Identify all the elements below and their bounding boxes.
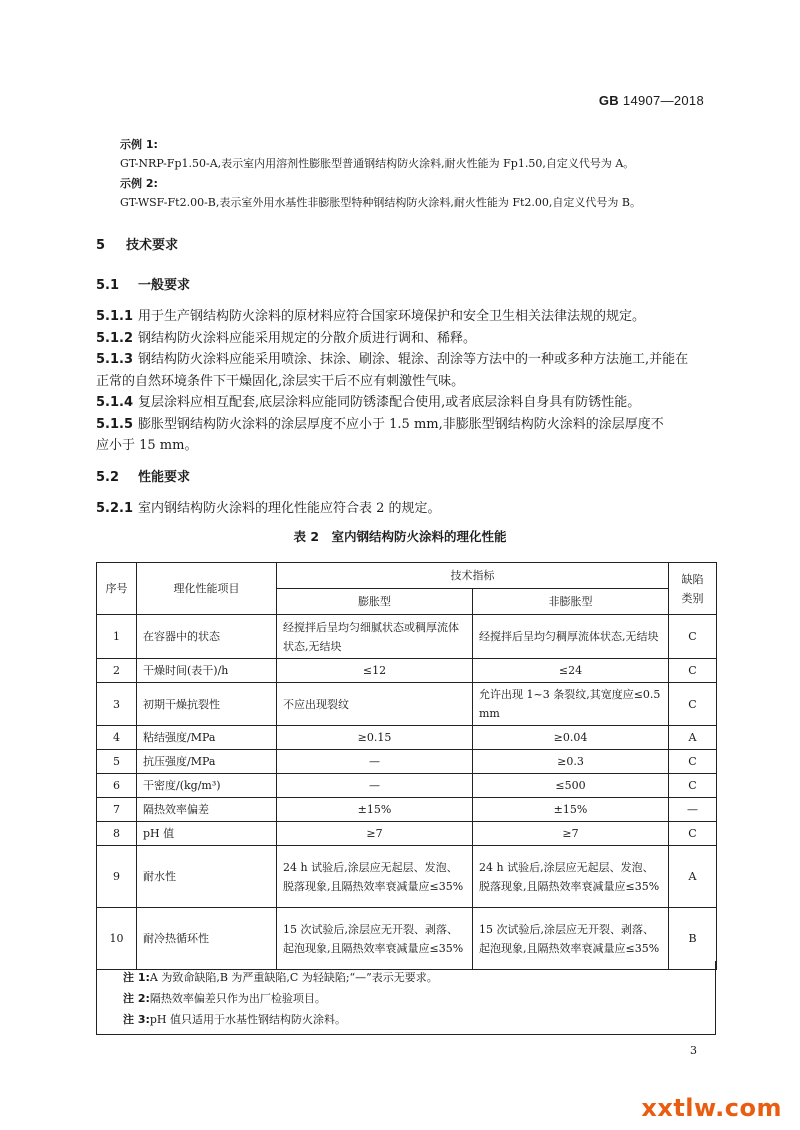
clause-5-2-1: 5.2.1 室内钢结构防火涂料的理化性能应符合表 2 的规定。: [96, 501, 441, 516]
example-2-text: GT-WSF-Ft2.00-B,表示室外用水基性非膨胀型特种钢结构防火涂料,耐火性能为 Ft2.00,自定义代号为 B。: [120, 196, 641, 209]
section-5-1-heading: 5.1 一般要求: [96, 278, 191, 293]
note-3: 注 3:pH 值只适用于水基性钢结构防火涂料。: [123, 1013, 347, 1026]
table-row: 6 干密度/(kg/m³) — ≤500 C: [97, 774, 717, 798]
properties-table: [96, 562, 717, 970]
table-row: 7 隔热效率偏差 ±15% ±15% —: [97, 798, 717, 822]
header-no: 序号: [97, 563, 137, 615]
clause-5-1-2: 5.1.2 钢结构防火涂料应能采用规定的分散介质进行调和、稀释。: [96, 331, 477, 346]
table-row: 3 初期干燥抗裂性 不应出现裂纹 允许出现 1~3 条裂纹,其宽度应≤0.5 mm C: [97, 683, 717, 726]
clause-5-1-3-cont: 正常的自然环境条件下干燥固化,涂层实干后不应有刺激性气味。: [96, 374, 465, 389]
clause-5-1-1: 5.1.1 用于生产钢结构防火涂料的原材料应符合国家环境保护和安全卫生相关法律法规的规定。: [96, 309, 646, 324]
header-non-intumescent: 非膨胀型: [473, 589, 669, 615]
table-row: 10 耐冷热循环性 15 次试验后,涂层应无开裂、剥落、起泡现象,且隔热效率衰减量应≤35% 15 次试验后,涂层应无开裂、剥落、起泡现象,且隔热效率衰减量应≤35% B: [97, 908, 717, 970]
site-watermark: xxtlw.com: [641, 1094, 782, 1122]
clause-5-1-4: 5.1.4 复层涂料应相互配套,底层涂料应能同防锈漆配合使用,或者底层涂料自身具有防锈性能。: [96, 395, 641, 410]
clause-5-1-3: 5.1.3 钢结构防火涂料应能采用喷涂、抹涂、刷涂、辊涂、刮涂等方法中的一种或多种方法施工,并能在: [96, 352, 689, 367]
header-item: 理化性能项目: [137, 563, 277, 615]
note-1: 注 1:A 为致命缺陷,B 为严重缺陷,C 为轻缺陷;“—”表示无要求。: [123, 971, 438, 984]
note-2: 注 2:隔热效率偏差只作为出厂检验项目。: [123, 992, 326, 1005]
table-notes: [96, 961, 716, 1035]
example-1-label: 示例 1:: [120, 138, 158, 151]
table-row: 1 在容器中的状态 经搅拌后呈均匀细腻状态或稠厚流体状态,无结块 经搅拌后呈均匀稠厚流体状态,无结块 C: [97, 615, 717, 659]
section-5-2-heading: 5.2 性能要求: [96, 470, 191, 485]
table-row: 8 pH 值 ≥7 ≥7 C: [97, 822, 717, 846]
header-defect: 缺陷类别: [669, 563, 717, 615]
table-row: 9 耐水性 24 h 试验后,涂层应无起层、发泡、脱落现象,且隔热效率衰减量应≤35% 24 h 试验后,涂层应无起层、发泡、脱落现象,且隔热效率衰减量应≤35% A: [97, 846, 717, 908]
table-row: 2 干燥时间(表干)/h ≤12 ≤24 C: [97, 659, 717, 683]
table-2-title: 表 2 室内钢结构防火涂料的理化性能: [293, 529, 507, 544]
standard-code: GB 14907—2018: [598, 93, 704, 108]
clause-5-1-5: 5.1.5 膨胀型钢结构防火涂料的涂层厚度不应小于 1.5 mm,非膨胀型钢结构防火涂料的涂层厚度不: [96, 417, 664, 432]
page-number: 3: [690, 1044, 697, 1057]
example-2-label: 示例 2:: [120, 177, 158, 190]
section-5-heading: 5 技术要求: [96, 238, 179, 253]
table-row: 4 粘结强度/MPa ≥0.15 ≥0.04 A: [97, 726, 717, 750]
header-intumescent: 膨胀型: [277, 589, 473, 615]
example-1-text: GT-NRP-Fp1.50-A,表示室内用溶剂性膨胀型普通钢结构防火涂料,耐火性能为 Fp1.50,自定义代号为 A。: [120, 157, 635, 170]
table-row: 5 抗压强度/MPa — ≥0.3 C: [97, 750, 717, 774]
header-spec: 技术指标: [277, 563, 669, 589]
clause-5-1-5-cont: 应小于 15 mm。: [96, 438, 198, 453]
